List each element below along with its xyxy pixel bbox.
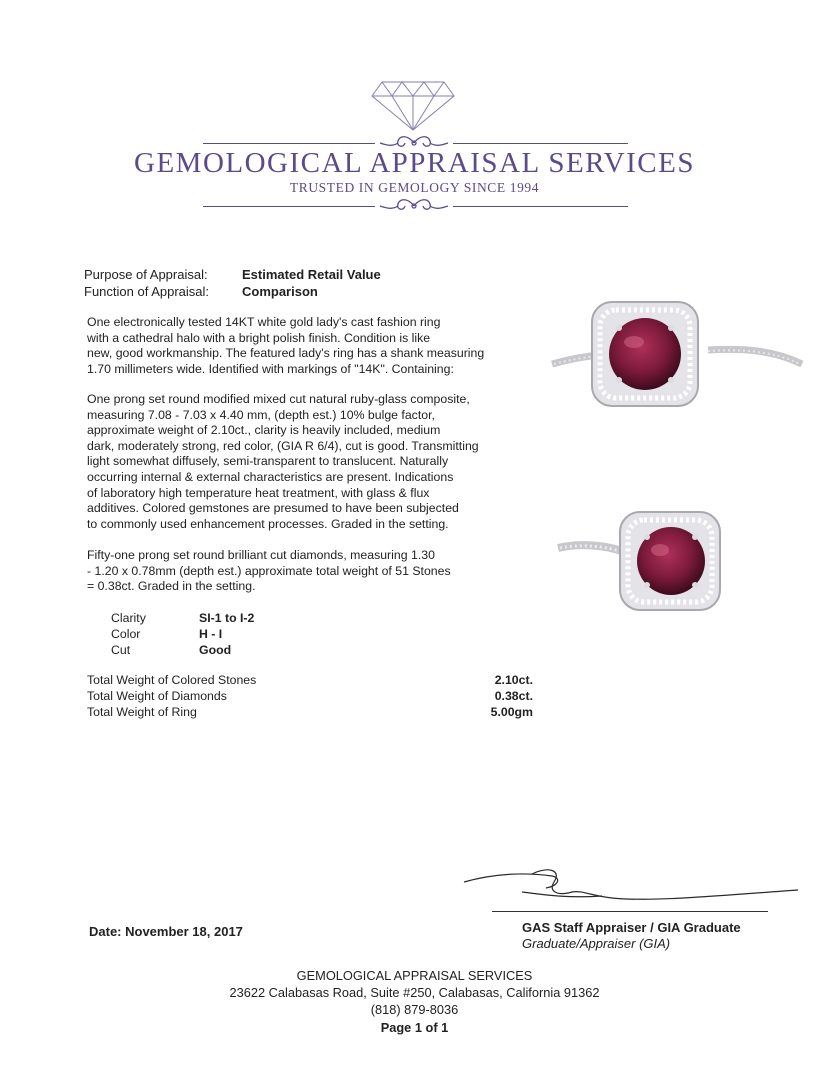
appraisal-date: Date: November 18, 2017 xyxy=(89,924,243,939)
grade-label: Color xyxy=(111,627,141,641)
header-rule-bottom-left xyxy=(203,206,375,207)
ring-description xyxy=(87,315,527,377)
total-label: Total Weight of Diamonds xyxy=(87,689,227,703)
text-line: occurring internal & external characteristics are present. Indications xyxy=(87,469,454,484)
text-line: = 0.38ct. Graded in the setting. xyxy=(87,579,256,594)
total-value: 0.38ct. xyxy=(494,689,533,703)
grade-row-clarity xyxy=(111,611,254,625)
total-row-colored-stones xyxy=(87,673,533,687)
purpose-value: Estimated Retail Value xyxy=(242,267,381,282)
grade-value: SI-1 to I-2 xyxy=(199,611,255,625)
function-value: Comparison xyxy=(242,284,318,299)
footer-company: GEMOLOGICAL APPRAISAL SERVICES xyxy=(296,968,533,983)
function-label: Function of Appraisal: xyxy=(84,284,210,299)
grade-label: Cut xyxy=(111,643,131,657)
total-row-diamonds xyxy=(87,689,533,703)
grade-label: Clarity xyxy=(111,611,146,625)
header-rule-top-right xyxy=(453,143,628,144)
text-line: new, good workmanship. The featured lady's ring has a shank measuring xyxy=(87,346,485,361)
total-value: 5.00gm xyxy=(490,705,533,719)
diamond-description xyxy=(87,548,527,595)
company-tagline: TRUSTED IN GEMOLOGY SINCE 1994 xyxy=(289,180,540,195)
footer-phone: (818) 879-8036 xyxy=(370,1002,459,1017)
grade-value: Good xyxy=(199,643,232,657)
appraiser-subtitle: Graduate/Appraiser (GIA) xyxy=(522,936,671,951)
appraiser-title: GAS Staff Appraiser / GIA Graduate xyxy=(522,920,741,935)
total-label: Total Weight of Colored Stones xyxy=(87,673,257,687)
text-line: - 1.20 x 0.78mm (depth est.) approximate total weight of 51 Stones xyxy=(87,563,451,578)
text-line: additives. Colored gemstones are presumed to have been subjected xyxy=(87,501,459,516)
header-rule-bottom-right xyxy=(453,206,628,207)
footer-address: 23622 Calabasas Road, Suite #250, Calabasas, California 91362 xyxy=(229,985,600,1000)
ring-photo-top xyxy=(548,298,806,410)
diamond-logo-icon xyxy=(370,80,456,132)
company-name-heading: GEMOLOGICAL APPRAISAL SERVICES xyxy=(134,147,695,179)
purpose-row xyxy=(84,267,381,282)
text-line: One electronically tested 14KT white gold lady's cast fashion ring xyxy=(87,315,441,329)
grade-row-color xyxy=(111,627,222,641)
grade-row-cut xyxy=(111,643,231,657)
grade-value: H - I xyxy=(199,627,223,641)
text-line: One prong set round modified mixed cut natural ruby-glass composite, xyxy=(87,392,470,406)
text-line: of laboratory high temperature heat treatment, with glass & flux xyxy=(87,485,430,500)
header-rule-top-left xyxy=(203,143,375,144)
scroll-ornament-icon xyxy=(378,195,450,217)
text-line: 1.70 millimeters wide. Identified with markings of "14K". Containing: xyxy=(87,361,454,376)
text-line: light somewhat diffusely, semi-transparent to translucent. Naturally xyxy=(87,454,449,469)
text-line: to commonly used enhancement processes. Graded in the setting. xyxy=(87,516,449,531)
text-line: Fifty-one prong set round brilliant cut diamonds, measuring 1.30 xyxy=(87,548,435,562)
signature-line xyxy=(492,911,768,912)
total-value: 2.10ct. xyxy=(494,673,533,687)
text-line: measuring 7.08 - 7.03 x 4.40 mm, (depth est.) 10% bulge factor, xyxy=(87,407,435,422)
function-row xyxy=(84,284,318,299)
appraiser-signature xyxy=(462,862,802,910)
ring-photo-bottom xyxy=(554,508,776,612)
page-number: Page 1 of 1 xyxy=(380,1020,449,1035)
text-line: with a cathedral halo with a bright polish finish. Condition is like xyxy=(87,330,431,345)
total-label: Total Weight of Ring xyxy=(87,705,197,719)
text-line: approximate weight of 2.10ct., clarity is heavily included, medium xyxy=(87,423,441,438)
ruby-description xyxy=(87,392,527,532)
total-row-ring xyxy=(87,705,533,719)
purpose-label: Purpose of Appraisal: xyxy=(84,267,208,282)
text-line: dark, moderately strong, red color, (GIA R 6/4), cut is good. Transmitting xyxy=(87,438,479,453)
